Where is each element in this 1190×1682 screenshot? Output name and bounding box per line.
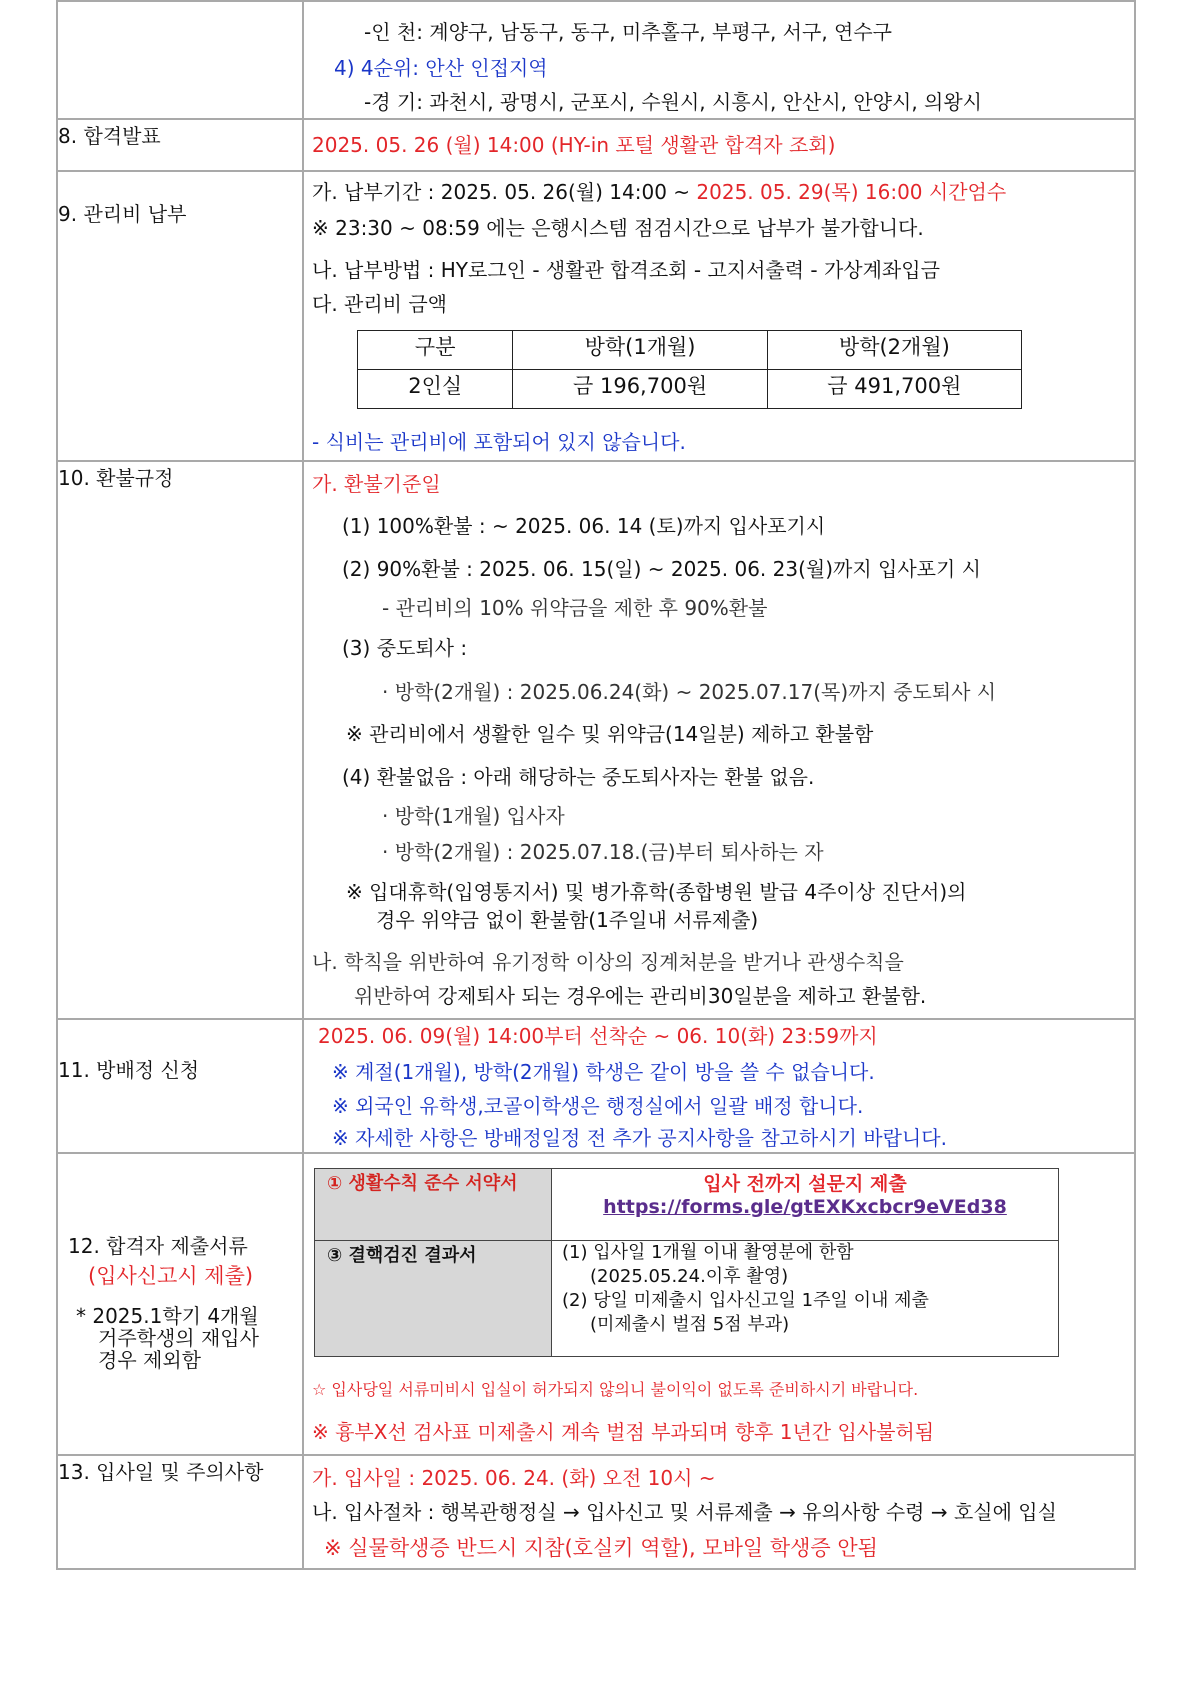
student-id-note: ※ 실물학생증 반드시 지참(호실키 역할), 모바일 학생증 안됨: [324, 1536, 878, 1560]
row-12-sublabel: (입사신고시 제출): [88, 1264, 254, 1288]
payment-method: 나. 납부방법 : HY로그인 - 생활관 합격조회 - 고지서출력 - 가상계좌입금: [312, 258, 940, 282]
payment-deadline: 2025. 05. 29(목) 16:00 시간엄수: [696, 180, 1007, 204]
xray-warning: ※ 흉부X선 검사표 미제출시 계속 벌점 부과되며 향후 1년간 입사불허됨: [312, 1420, 935, 1444]
row-12-label-cell: [57, 1153, 303, 1455]
row-13-label: 13. 입사일 및 주의사항: [57, 1455, 303, 1569]
doc-row-1: [315, 1169, 1059, 1241]
row-9-content: [303, 171, 1135, 461]
fee-header-1month: 방학(1개월): [513, 331, 767, 370]
no-refund-1month: · 방학(1개월) 입사자: [382, 804, 565, 828]
refund-90-detail: - 관리비의 10% 위약금을 제한 후 90%환불: [382, 596, 768, 620]
row-8-label: 8. 합격발표: [57, 119, 303, 171]
row-9: [57, 171, 1135, 461]
military-medical-note-1: ※ 입대휴학(입영통지서) 및 병가휴학(종합병원 발급 4주이상 진단서)의: [346, 880, 967, 904]
doc-tb-l1: (1) 입사일 1개월 이내 촬영분에 한함: [562, 1242, 854, 1263]
refund-midway: (3) 중도퇴사 :: [342, 636, 468, 660]
row-region-continuation: [57, 1, 1135, 119]
row-8-content: [303, 119, 1135, 171]
no-refund-2month: · 방학(2개월) : 2025.07.18.(금)부터 퇴사하는 자: [382, 840, 824, 864]
move-in-procedure: 나. 입사절차 : 행복관행정실 → 입사신고 및 서류제출 → 유의사항 수령 → 호실에 입실: [312, 1500, 1057, 1524]
doc-tb-cell: [552, 1241, 1059, 1357]
fee-1month: 금 196,700원: [513, 370, 767, 409]
doc-pledge-name: ① 생활수칙 준수 서약서: [315, 1169, 552, 1241]
row-9-label: 9. 관리비 납부: [57, 171, 303, 461]
room-note-1: ※ 계절(1개월), 방학(2개월) 학생은 같이 방을 쓸 수 없습니다.: [332, 1060, 875, 1084]
row-10-label: 10. 환불규정: [57, 461, 303, 1019]
row-12-content: [303, 1153, 1135, 1455]
row-10: [57, 461, 1135, 1019]
row-10-content: [303, 461, 1135, 1019]
fee-room-type: 2인실: [358, 370, 513, 409]
region-gyeonggi: -경 기: 과천시, 광명시, 군포시, 수원시, 시흥시, 안산시, 안양시, 의왕시: [364, 90, 982, 114]
forced-leave-2a: 위반하여: [354, 984, 438, 1008]
fee-header-2month: 방학(2개월): [767, 331, 1021, 370]
row-11-label: 11. 방배정 신청: [57, 1019, 303, 1153]
doc-tb-name: ③ 결핵검진 결과서: [315, 1241, 552, 1357]
meal-fee-note: - 식비는 관리비에 포함되어 있지 않습니다.: [312, 430, 686, 454]
fee-table-header: [358, 331, 1022, 370]
required-docs-table: [314, 1168, 1059, 1357]
row-12: [57, 1153, 1135, 1455]
doc-pledge-cell: [552, 1169, 1059, 1241]
refund-basis-heading: 가. 환불기준일: [312, 472, 441, 496]
forced-leave-2b: 강제퇴사 되는 경우에는 관리비30일분을 제하고 환불함.: [437, 984, 927, 1008]
room-note-3: ※ 자세한 사항은 방배정일정 전 추가 공지사항을 참고하시기 바랍니다.: [332, 1126, 947, 1150]
doc-tb-l2: (2025.05.24.이후 촬영): [590, 1266, 789, 1287]
fee-header-type: 구분: [358, 331, 513, 370]
move-in-date: 가. 입사일 : 2025. 06. 24. (화) 오전 10시 ~: [312, 1466, 716, 1490]
region-incheon: -인 천: 계양구, 남동구, 동구, 미추홀구, 부평구, 서구, 연수구: [364, 20, 892, 44]
docs-warning: ☆ 입사당일 서류미비시 입실이 허가되지 않의니 불이익이 없도록 준비하시기 바랍니다.: [312, 1380, 919, 1399]
refund-midway-detail: · 방학(2개월) : 2025.06.24(화) ~ 2025.07.17(목)까지 중도퇴사 시: [382, 680, 997, 704]
refund-100: (1) 100%환불 : ~ 2025. 06. 14 (토)까지 입사포기시: [342, 514, 826, 538]
room-note-2: ※ 외국인 유학생,코골이학생은 행정실에서 일괄 배정 합니다.: [332, 1094, 864, 1118]
fee-amount-heading: 다. 관리비 금액: [312, 292, 447, 316]
refund-midway-note: ※ 관리비에서 생활한 일수 및 위약금(14일분) 제하고 환불함: [346, 722, 874, 746]
row-12-exception-2: 거주학생의 재입사: [98, 1326, 259, 1350]
room-assignment-period: 2025. 06. 09(월) 14:00부터 선착순 ~ 06. 10(화) 23:59까지: [318, 1024, 878, 1048]
forced-leave-2: [354, 984, 926, 1008]
bank-maintenance-note: ※ 23:30 ~ 08:59 에는 은행시스템 점검시간으로 납부가 불가합니다.: [312, 216, 924, 240]
payment-period: [312, 180, 1006, 204]
refund-90: (2) 90%환불 : 2025. 06. 15(일) ~ 2025. 06. 23(월)까지 입사포기 시: [342, 557, 981, 581]
payment-period-start: 가. 납부기간 : 2025. 05. 26(월) 14:00 ~: [312, 180, 697, 204]
row-12-exception-1: * 2025.1학기 4개월: [76, 1304, 259, 1328]
row-12-exception-3: 경우 제외함: [98, 1348, 201, 1372]
row-12-label: 12. 합격자 제출서류: [68, 1234, 248, 1258]
fee-table: [357, 330, 1022, 409]
doc-row-2: [315, 1241, 1059, 1357]
survey-link[interactable]: https://forms.gle/gtEXKxcbcr9eVEd38: [603, 1196, 1007, 1218]
no-refund: (4) 환불없음 : 아래 해당하는 중도퇴사자는 환불 없음.: [342, 765, 815, 789]
region-content: [303, 1, 1135, 119]
announcement-date: 2025. 05. 26 (월) 14:00 (HY-in 포털 생활관 합격자 조회): [312, 133, 836, 157]
fee-2month: 금 491,700원: [767, 370, 1021, 409]
empty-label-cell: [57, 1, 303, 119]
doc-tb-l4: (미제출시 벌점 5점 부과): [590, 1314, 790, 1335]
priority-4-heading: 4) 4순위: 안산 인접지역: [334, 56, 548, 80]
document: [56, 0, 1134, 1570]
fee-table-row: [358, 370, 1022, 409]
forced-leave-1: 나. 학칙을 위반하여 유기정학 이상의 징계처분을 받거나 관생수칙을: [312, 950, 904, 974]
row-13: [57, 1455, 1135, 1569]
doc-tb-l3: (2) 당일 미제출시 입사신고일 1주일 이내 제출: [562, 1290, 929, 1311]
doc-pledge-desc: 입사 전까지 설문지 제출: [703, 1173, 907, 1195]
military-medical-note-2: 경우 위약금 없이 환불함(1주일내 서류제출): [376, 908, 759, 932]
row-13-content: [303, 1455, 1135, 1569]
row-11: [57, 1019, 1135, 1153]
row-11-content: [303, 1019, 1135, 1153]
dormitory-notice-table: [56, 0, 1136, 1570]
row-8: [57, 119, 1135, 171]
